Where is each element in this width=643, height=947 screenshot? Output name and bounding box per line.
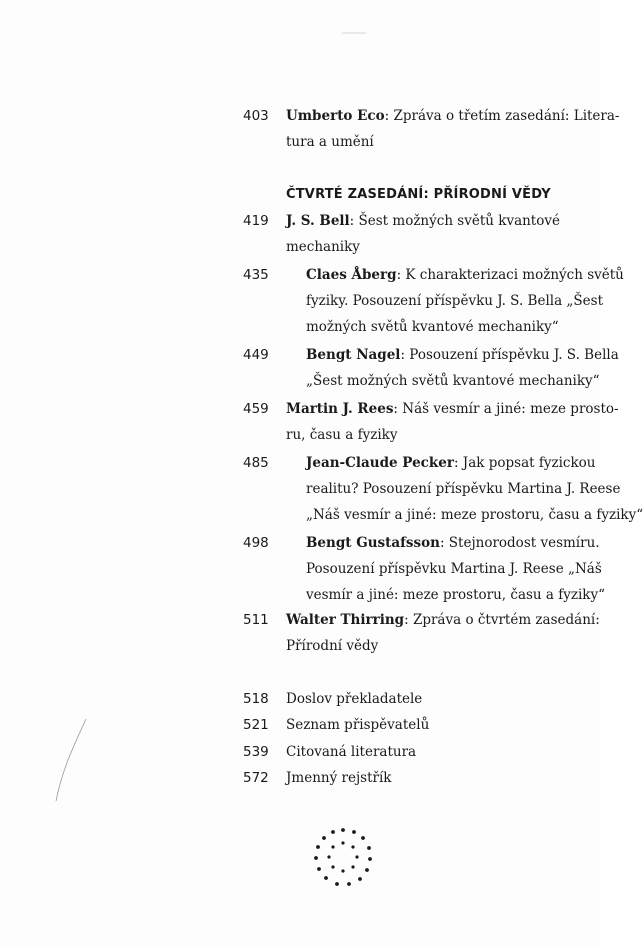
toc-title-continued: realitu? Posouzení příspěvku Martina J. Reese: [306, 481, 621, 497]
toc-entry-text: [306, 262, 624, 340]
toc-title: : Jak popsat fyzickou: [453, 455, 596, 471]
toc-title-continued: mechaniky: [286, 239, 360, 255]
toc-title: Seznam přispěvatelů: [286, 717, 430, 733]
toc-title: Jmenný rejstřík: [286, 770, 392, 786]
toc-title-continued: tura a umění: [286, 134, 374, 150]
toc-page-number: 539: [243, 744, 269, 760]
toc-page-number: 518: [243, 691, 269, 707]
toc-title: : Zpráva o čtvrtém zasedání:: [404, 612, 600, 628]
toc-page-number: 498: [243, 535, 269, 551]
toc-author: Claes Åberg: [306, 267, 397, 283]
toc-page-number: 521: [243, 717, 269, 733]
toc-author: J. S. Bell: [286, 213, 350, 229]
toc-page-number: 511: [243, 612, 269, 628]
toc-page-number: 459: [243, 401, 269, 417]
toc-title-continued: vesmír a jiné: meze prostoru, času a fyziky“: [306, 587, 606, 603]
toc-title-continued: Posouzení příspěvku Martina J. Reese „Náš: [306, 561, 602, 577]
toc-page-number: 403: [243, 108, 269, 124]
toc-title-continued: „Šest možných světů kvantové mechaniky“: [306, 373, 600, 389]
toc-title: : Stejnorodost vesmíru.: [439, 535, 600, 551]
scan-mark-top: [340, 30, 370, 36]
toc-title: : Posouzení příspěvku J. S. Bella: [400, 347, 619, 363]
toc-title-continued: možných světů kvantové mechaniky“: [306, 319, 559, 335]
toc-title: : Šest možných světů kvantové: [349, 213, 560, 229]
toc-entry-text: [286, 208, 586, 260]
toc-entry-text: [306, 450, 643, 528]
toc-entry-text: [306, 530, 606, 608]
toc-author: Walter Thirring: [286, 612, 405, 628]
toc-title: : Zpráva o třetím zasedání: Litera-: [384, 108, 620, 124]
scan-mark-left: [50, 715, 90, 805]
toc-page-number: 435: [243, 267, 269, 283]
toc-title: Citovaná literatura: [286, 744, 417, 760]
toc-author: Umberto Eco: [286, 108, 385, 124]
toc-title: : Náš vesmír a jiné: meze prosto-: [393, 401, 619, 417]
toc-entry-text: [286, 396, 619, 448]
toc-author: Jean-Claude Pecker: [306, 455, 454, 471]
toc-page-number: 485: [243, 455, 269, 471]
section-heading: ČTVRTÉ ZASEDÁNÍ: PŘÍRODNÍ VĚDY: [286, 187, 551, 202]
dotted-circle-ornament-icon: [312, 826, 374, 888]
toc-author: Bengt Nagel: [306, 347, 401, 363]
toc-page-number: 449: [243, 347, 269, 363]
toc-title-continued: Přírodní vědy: [286, 638, 379, 654]
toc-entry-text: [306, 342, 619, 394]
toc-title-continued: ru, času a fyziky: [286, 427, 398, 443]
toc-entry-text: [286, 607, 600, 659]
toc-author: Martin J. Rees: [286, 401, 394, 417]
toc-title-continued: „Náš vesmír a jiné: meze prostoru, času a fyziky“: [306, 507, 643, 523]
toc-page-number: 572: [243, 770, 269, 786]
toc-author: Bengt Gustafsson: [306, 535, 440, 551]
toc-title-continued: fyziky. Posouzení příspěvku J. S. Bella „Šest: [306, 293, 603, 309]
toc-title: : K charakterizaci možných světů: [396, 267, 624, 283]
toc-title: Doslov překladatele: [286, 691, 423, 707]
toc-page-number: 419: [243, 213, 269, 229]
toc-entry-text: [286, 103, 620, 155]
